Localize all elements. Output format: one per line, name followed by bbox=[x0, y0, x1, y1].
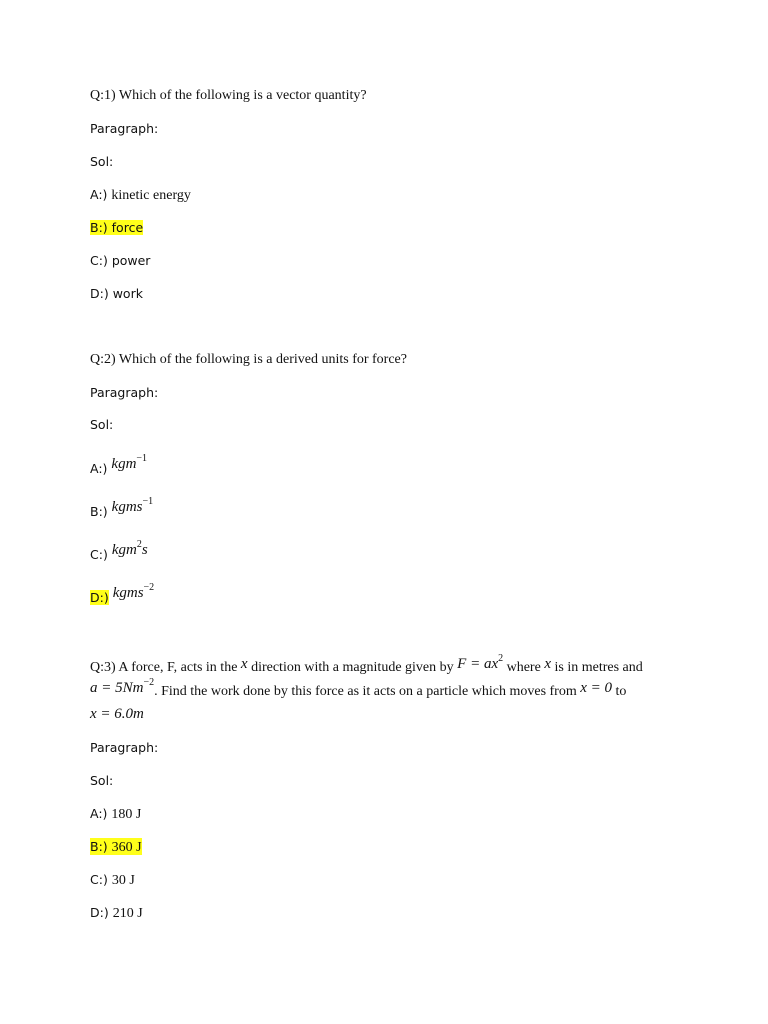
question-1-text: Q:1) Which of the following is a vector quantity? bbox=[90, 88, 367, 103]
q3-option-b bbox=[90, 838, 142, 857]
option-prefix: D:) bbox=[90, 286, 109, 301]
unit-formula: kgms$^{-1}$ bbox=[111, 496, 154, 515]
x-end-formula: x = 6.0m bbox=[90, 706, 144, 722]
option-prefix: C:) bbox=[90, 547, 108, 562]
highlighted-answer: B:) force bbox=[90, 220, 144, 235]
unit-formula: kgm$^{-1}$ bbox=[111, 453, 148, 472]
option-prefix: A:) bbox=[90, 461, 108, 476]
q1-option-c bbox=[90, 252, 150, 270]
option-prefix: D:) bbox=[90, 905, 109, 920]
question-3-line-2: $a = 5Nm^{-2}$. Find the work done by this force as it acts on a particle which moves from x = 0 to bbox=[90, 677, 627, 699]
option-text: work bbox=[112, 286, 143, 301]
sol-label: Sol: bbox=[90, 154, 114, 169]
sol-label: Sol: bbox=[90, 773, 114, 788]
q2-option-d bbox=[90, 582, 155, 605]
sol-label: Sol: bbox=[90, 417, 114, 432]
highlighted-answer: B:) 360 J bbox=[90, 839, 142, 855]
q3-option-c bbox=[90, 871, 135, 890]
q3-option-d bbox=[90, 904, 143, 923]
q3-option-a bbox=[90, 805, 141, 824]
q2-option-b bbox=[90, 496, 154, 519]
option-prefix: B:) bbox=[90, 504, 108, 519]
paragraph-label: Paragraph: bbox=[90, 121, 159, 136]
q2-option-c bbox=[90, 539, 148, 562]
var-x: x bbox=[544, 656, 551, 672]
unit-formula: kgm$^2$s bbox=[111, 539, 148, 558]
option-text: 30 J bbox=[111, 873, 135, 888]
option-text: kinetic energy bbox=[111, 188, 191, 203]
option-prefix: A:) bbox=[90, 806, 108, 821]
option-text: 210 J bbox=[112, 906, 143, 921]
question-3-line-3 bbox=[90, 705, 144, 724]
option-prefix: C:) bbox=[90, 253, 108, 268]
paragraph-label: Paragraph: bbox=[90, 740, 159, 755]
var-x: x bbox=[240, 656, 248, 672]
option-prefix: C:) bbox=[90, 872, 108, 887]
x-start-formula: x = 0 bbox=[580, 680, 613, 696]
option-text: power bbox=[111, 253, 151, 268]
q1-option-d bbox=[90, 285, 143, 303]
q2-option-a bbox=[90, 453, 148, 476]
option-text: 180 J bbox=[111, 807, 142, 822]
question-2-text: Q:2) Which of the following is a derived units for force? bbox=[90, 352, 407, 367]
highlighted-answer: D:) bbox=[90, 590, 109, 605]
unit-formula: kgms$^{-2}$ bbox=[112, 582, 155, 601]
question-3-line-1: Q:3) A force, F, acts in the x direction with a magnitude given by $F = ax^2$ where x is in metres and bbox=[90, 653, 643, 675]
force-formula: $F = ax^2$ bbox=[457, 653, 504, 672]
option-prefix: A:) bbox=[90, 187, 108, 202]
q1-option-a bbox=[90, 186, 191, 205]
q1-option-b bbox=[90, 219, 143, 237]
paragraph-label: Paragraph: bbox=[90, 385, 159, 400]
a-value-formula: $a = 5Nm^{-2}$ bbox=[90, 677, 155, 696]
